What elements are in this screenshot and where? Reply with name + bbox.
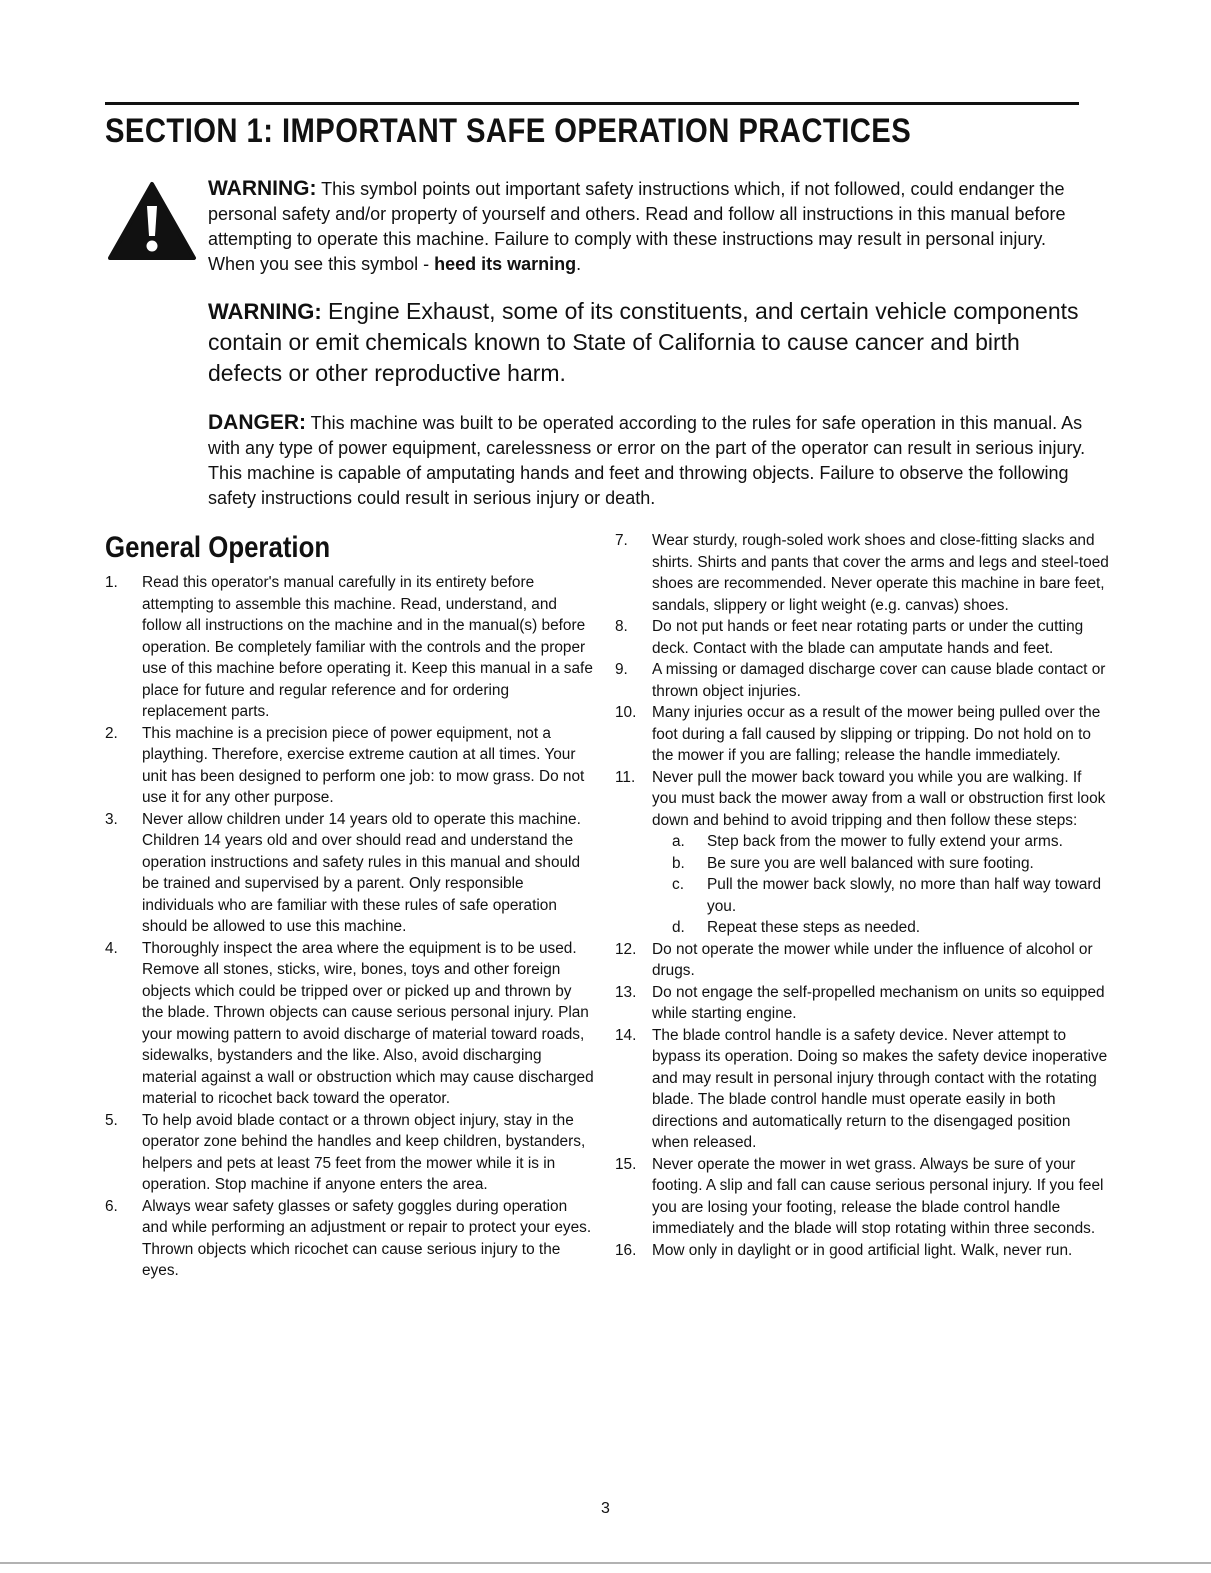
sub-step-letter: a. <box>672 833 685 850</box>
sub-step-letter: b. <box>672 854 685 872</box>
item-text: Many injuries occur as a result of the mower being pulled over the foot during a fall caused by slipping or tripping. Do not hold on to the mower if you are falling; release the handle immediately. <box>652 704 1101 764</box>
sub-steps-list <box>652 831 1110 939</box>
warning-triangle-icon <box>106 180 198 262</box>
list-item <box>105 572 595 723</box>
section-title: SECTION 1: IMPORTANT SAFE OPERATION PRACTICES <box>105 112 912 150</box>
notice-paragraph <box>208 296 1098 389</box>
item-text: Never pull the mower back toward you while you are walking. If you must back the mower away from a wall or obstruction first look down and behind to avoid tripping and then follow these steps: <box>652 768 1106 829</box>
item-number: 14. <box>615 1026 637 1044</box>
notice-lead: DANGER: <box>208 411 306 434</box>
list-item <box>615 767 1110 939</box>
list-item <box>105 1196 595 1282</box>
rules-list-left <box>105 572 595 1282</box>
list-item <box>615 702 1110 767</box>
rules-list-right <box>615 530 1110 1261</box>
list-item <box>105 1110 595 1196</box>
sub-step-letter: d. <box>672 919 685 936</box>
list-item <box>615 1240 1110 1262</box>
general-operation-title: General Operation <box>105 531 331 564</box>
sub-step-text: Step back from the mower to fully extend your arms. <box>707 833 1063 850</box>
item-number: 11. <box>615 768 636 786</box>
item-number: 2. <box>105 724 118 742</box>
item-text: Never operate the mower in wet grass. Always be sure of your footing. A slip and fall can cause serious personal injury. If you feel you are losing your footing, release the blade control handle immediately and the blade will stop rotating within three seconds. <box>652 1155 1104 1237</box>
item-number: 3. <box>105 810 118 828</box>
sub-step-letter: c. <box>672 876 684 893</box>
notice-tail: . <box>576 254 582 274</box>
list-item <box>105 723 595 809</box>
list-item <box>615 1025 1110 1154</box>
notice-emphasis: heed its warning <box>434 254 577 274</box>
sub-step-text: Pull the mower back slowly, no more than half way toward you. <box>707 876 1102 915</box>
sub-step <box>652 853 1110 875</box>
item-number: 12. <box>615 940 637 958</box>
list-item <box>615 616 1110 659</box>
item-text: A missing or damaged discharge cover can cause blade contact or thrown object injuries. <box>652 661 1106 700</box>
list-item <box>615 1154 1110 1240</box>
left-column <box>105 530 595 1282</box>
sub-step <box>652 917 1110 939</box>
item-number: 4. <box>105 939 118 957</box>
sub-step <box>652 874 1110 917</box>
item-number: 16. <box>615 1241 637 1259</box>
item-number: 13. <box>615 983 637 1001</box>
item-text: Read this operator's manual carefully in its entirety before attempting to assemble this machine. Read, understand, and follow all instructions on the machine and in the manual(s) before operation. Be completely familiar with the controls and the proper use of this machine before operating it. Keep this manual in a safe place for future and regular reference and for ordering replacement parts. <box>142 574 593 720</box>
sub-step <box>652 831 1110 853</box>
sub-step-text: Repeat these steps as needed. <box>707 919 921 936</box>
right-column <box>615 530 1110 1261</box>
item-number: 7. <box>615 532 628 549</box>
item-number: 8. <box>615 618 628 635</box>
danger-notice <box>208 410 1098 511</box>
list-item <box>105 938 595 1110</box>
item-number: 6. <box>105 1197 118 1215</box>
page-number: 3 <box>601 1500 610 1517</box>
notice-paragraph <box>208 410 1098 511</box>
item-number: 15. <box>615 1155 637 1173</box>
notice-text: This machine was built to be operated according to the rules for safe operation in this manual. As with any type of power equipment, carelessness or error on the part of the operator can result in serious injury. This machine is capable of amputating hands and feet and throwing objects. Failure to observe the following safety instructions could result in serious injury or death. <box>208 413 1086 508</box>
item-text: Thoroughly inspect the area where the equipment is to be used. Remove all stones, sticks, wire, bones, toys and other foreign objects which could be tripped over or picked up and thrown by the blade. Thrown objects can cause serious personal injury. Plan your mowing pattern to avoid discharge of material toward roads, sidewalks, bystanders and the like. Also, avoid discharging material against a wall or obstruction which may cause discharged material to ricochet back toward the operator. <box>142 939 594 1107</box>
item-text: Do not engage the self-propelled mechanism on units so equipped while starting engine. <box>652 983 1105 1022</box>
item-number: 10. <box>615 704 637 721</box>
list-item <box>105 809 595 938</box>
notice-text: This symbol points out important safety instructions which, if not followed, could endanger the personal safety and/or property of yourself and others. Read and follow all instructions in this manual before attempting to operate this machine. Failure to comply with these instructions may result in personal injury. When you see this symbol - <box>208 179 1066 274</box>
list-item <box>615 530 1110 616</box>
warning-notice-california <box>208 296 1098 389</box>
item-text: This machine is a precision piece of power equipment, not a plaything. Therefore, exercise extreme caution at all times. Your unit has been designed to perform one job: to mow grass. Do not use it for any other purpose. <box>142 724 585 806</box>
list-item <box>615 982 1110 1025</box>
item-text: Mow only in daylight or in good artificial light. Walk, never run. <box>652 1241 1073 1259</box>
notice-paragraph <box>208 176 1098 277</box>
top-rule <box>105 102 1079 105</box>
list-item <box>615 659 1110 702</box>
item-number: 9. <box>615 661 628 678</box>
item-text: Wear sturdy, rough-soled work shoes and close-fitting slacks and shirts. Shirts and pants that cover the arms and legs and steel-toed shoes are recommended. Never operate this machine in bare feet, sandals, slippery or light weight (e.g. canvas) shoes. <box>652 532 1109 614</box>
item-number: 5. <box>105 1111 118 1129</box>
item-text: The blade control handle is a safety device. Never attempt to bypass its operation. Doing so makes the safety device inoperative and may result in personal injury through contact with the rotating blade. The blade control handle must operate easily in both directions and automatically return to the disengaged position when released. <box>652 1026 1108 1151</box>
notice-lead: WARNING: <box>208 177 317 200</box>
list-item <box>615 939 1110 982</box>
item-number: 1. <box>105 574 118 591</box>
bottom-scan-edge <box>0 1562 1211 1564</box>
item-text: Never allow children under 14 years old to operate this machine. Children 14 years old and over should read and understand the operation instructions and safety rules in this manual and should be trained and supervised by a parent. Only responsible individuals who are familiar with these rules of safe operation should be allowed to use this machine. <box>142 810 581 935</box>
notice-text: Engine Exhaust, some of its constituents, and certain vehicle components contain or emit chemicals known to State of California to cause cancer and birth defects or other reproductive harm. <box>208 298 1079 386</box>
item-text: Always wear safety glasses or safety goggles during operation and while performing an adjustment or repair to protect your eyes. Thrown objects which ricochet can cause serious injury to the eyes. <box>142 1197 592 1279</box>
item-text: Do not operate the mower while under the influence of alcohol or drugs. <box>652 940 1093 979</box>
item-text: To help avoid blade contact or a thrown object injury, stay in the operator zone behind the handles and keep children, bystanders, helpers and pets at least 75 feet from the mower while it is in operation. Stop machine if anyone enters the area. <box>142 1111 586 1193</box>
sub-step-text: Be sure you are well balanced with sure footing. <box>707 854 1034 872</box>
notice-lead: WARNING: <box>208 299 322 324</box>
item-text: Do not put hands or feet near rotating parts or under the cutting deck. Contact with the blade can amputate hands and feet. <box>652 618 1084 657</box>
warning-notice-symbol <box>208 176 1098 277</box>
